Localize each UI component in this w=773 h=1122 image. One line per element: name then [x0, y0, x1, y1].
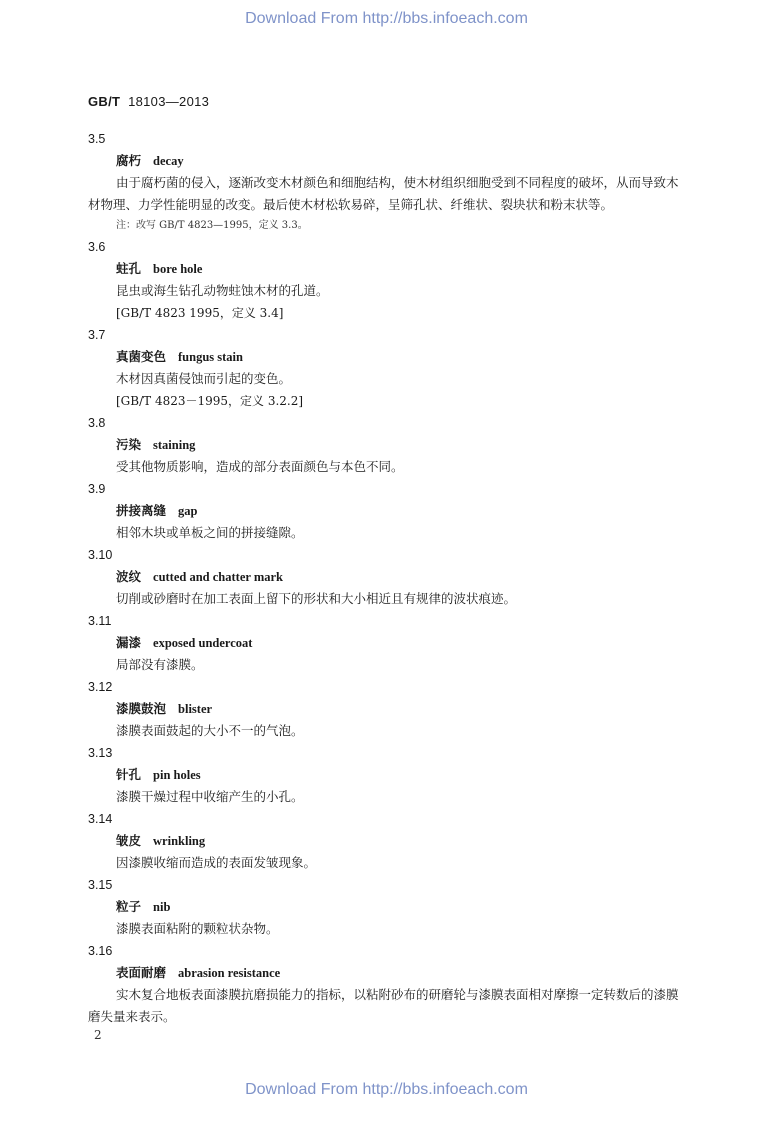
- standard-code: [88, 94, 209, 109]
- term-zh: 粒子: [116, 899, 142, 914]
- term-title: [116, 698, 688, 720]
- term-title: [116, 500, 688, 522]
- term-definition: 漆膜表面粘附的颗粒状杂物。: [116, 921, 279, 936]
- term-definition: 由于腐朽菌的侵入，逐渐改变木材颜色和细胞结构，使木材组织细胞受到不同程度的破坏，从而导致木材物理、力学性能明显的改变。最后使木材松软易碎，呈筛孔状、纤维状、裂块状和粉末状等。: [88, 175, 679, 212]
- term-definition: 因漆膜收缩而造成的表面发皱现象。: [116, 855, 317, 870]
- term-entry-3-6: [88, 236, 688, 324]
- term-title: [116, 566, 688, 588]
- page-number: 2: [94, 1028, 102, 1042]
- watermark-top[interactable]: Download From http://bbs.infoeach.com: [245, 10, 528, 27]
- term-reference: [GB/T 4823 1995，定义 3.4]: [116, 306, 284, 320]
- term-en: gap: [178, 504, 198, 518]
- entry-number: 3.16: [88, 944, 113, 958]
- term-definition: 漆膜干燥过程中收缩产生的小孔。: [116, 789, 304, 804]
- term-title: [116, 258, 688, 280]
- term-definition: 切削或砂磨时在加工表面上留下的形状和大小相近且有规律的波状痕迹。: [116, 591, 517, 606]
- term-title: [116, 830, 688, 852]
- entry-number: 3.7: [88, 328, 106, 342]
- term-zh: 漏漆: [116, 635, 142, 650]
- term-entry-3-12: [88, 676, 688, 742]
- term-entry-3-9: [88, 478, 688, 544]
- term-en: fungus stain: [178, 350, 243, 364]
- entry-number: 3.14: [88, 812, 113, 826]
- term-entry-3-8: [88, 412, 688, 478]
- term-definition: 木材因真菌侵蚀而引起的变色。: [116, 371, 292, 386]
- entry-number: 3.15: [88, 878, 113, 892]
- term-zh: 针孔: [116, 767, 142, 782]
- entry-number: 3.11: [88, 614, 112, 628]
- term-definition: 实木复合地板表面漆膜抗磨损能力的指标，以粘附砂布的研磨轮与漆膜表面相对摩擦一定转数后的漆膜磨失量来表示。: [88, 987, 679, 1024]
- entry-number: 3.12: [88, 680, 113, 694]
- term-reference: [GB/T 4823－1995，定义 3.2.2]: [116, 394, 304, 408]
- entry-number: 3.10: [88, 548, 113, 562]
- term-entry-3-16: [88, 940, 688, 1028]
- term-entry-3-7: [88, 324, 688, 412]
- term-entry-3-10: [88, 544, 688, 610]
- term-zh: 拼接离缝: [116, 503, 167, 518]
- term-zh: 真菌变色: [116, 349, 167, 364]
- term-title: [116, 764, 688, 786]
- term-en: staining: [153, 438, 196, 452]
- term-en: abrasion resistance: [178, 966, 281, 980]
- term-title: [116, 962, 688, 984]
- term-definition: 相邻木块或单板之间的拼接缝隙。: [116, 525, 304, 540]
- term-en: exposed undercoat: [153, 636, 253, 650]
- term-en: decay: [153, 154, 184, 168]
- term-definition: 受其他物质影响，造成的部分表面颜色与本色不同。: [116, 459, 404, 474]
- term-title: [116, 632, 688, 654]
- entry-number: 3.8: [88, 416, 106, 430]
- term-zh: 腐朽: [116, 153, 142, 168]
- term-entry-3-11: [88, 610, 688, 676]
- watermark-bottom[interactable]: Download From http://bbs.infoeach.com: [245, 1081, 528, 1098]
- term-en: blister: [178, 702, 213, 716]
- term-title: [116, 434, 688, 456]
- entry-number: 3.9: [88, 482, 106, 496]
- terms-list: [88, 128, 688, 1028]
- entry-number: 3.5: [88, 132, 106, 146]
- term-en: wrinkling: [153, 834, 206, 848]
- term-entry-3-15: [88, 874, 688, 940]
- term-entry-3-13: [88, 742, 688, 808]
- term-zh: 表面耐磨: [116, 965, 167, 980]
- term-en: bore hole: [153, 262, 203, 276]
- term-zh: 蛀孔: [116, 261, 142, 276]
- term-entry-3-14: [88, 808, 688, 874]
- term-en: pin holes: [153, 768, 201, 782]
- standard-prefix: GB/T: [88, 94, 121, 109]
- term-en: nib: [153, 900, 171, 914]
- term-entry-3-5: [88, 128, 688, 236]
- term-zh: 漆膜鼓泡: [116, 701, 167, 716]
- term-definition: 局部没有漆膜。: [116, 657, 204, 672]
- term-note: 注：改写 GB/T 4823—1995，定义 3.3。: [116, 220, 308, 231]
- standard-number: 18103—2013: [128, 94, 210, 109]
- term-zh: 波纹: [116, 569, 142, 584]
- term-title: [116, 346, 688, 368]
- term-title: [116, 896, 688, 918]
- term-zh: 污染: [116, 437, 142, 452]
- term-title: [116, 150, 688, 172]
- entry-number: 3.6: [88, 240, 106, 254]
- term-zh: 皱皮: [116, 833, 142, 848]
- entry-number: 3.13: [88, 746, 113, 760]
- term-en: cutted and chatter mark: [153, 570, 283, 584]
- term-definition: 昆虫或海生钻孔动物蛀蚀木材的孔道。: [116, 283, 329, 298]
- term-definition: 漆膜表面鼓起的大小不一的气泡。: [116, 723, 304, 738]
